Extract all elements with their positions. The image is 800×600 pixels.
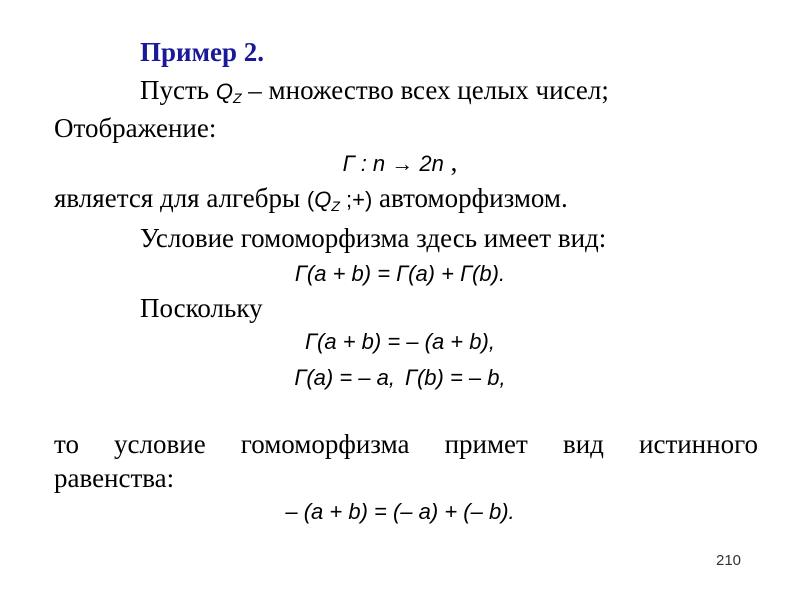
text-line-1: Пусть $Q_Z$ – множество всех целых чисел; xyxy=(140,75,609,106)
text-line-5: Условие гомоморфизма здесь имеет вид: xyxy=(140,223,607,253)
mapping-formula: Г : n → 2n , xyxy=(342,147,458,177)
equation-2: Г(a + b) = – (a + b), xyxy=(305,329,495,354)
equation-4: – (a + b) = (– a) + (– b). xyxy=(285,499,515,524)
equation-1: Г(a + b) = Г(a) + Г(b). xyxy=(294,261,506,286)
qz-symbol: $Q_Z$ xyxy=(215,79,242,106)
text-line-7: Поскольку xyxy=(140,293,263,323)
text-line-2: Отображение: xyxy=(54,113,217,143)
text-line-11: равенства: xyxy=(54,463,175,493)
text-line-4: является для алгебры ($Q_Z$ ;+) автоморфизмом. xyxy=(54,183,568,214)
algebra-symbol: ($Q_Z$ ;+) xyxy=(306,187,373,214)
equation-3: Г(a) = – a, Г(b) = – b, xyxy=(294,365,506,390)
page-number: 210 xyxy=(716,552,742,569)
text-line-10: то условие гомоморфизма примет вид истинного xyxy=(54,429,758,459)
slide-title: Пример 2. xyxy=(140,37,264,67)
